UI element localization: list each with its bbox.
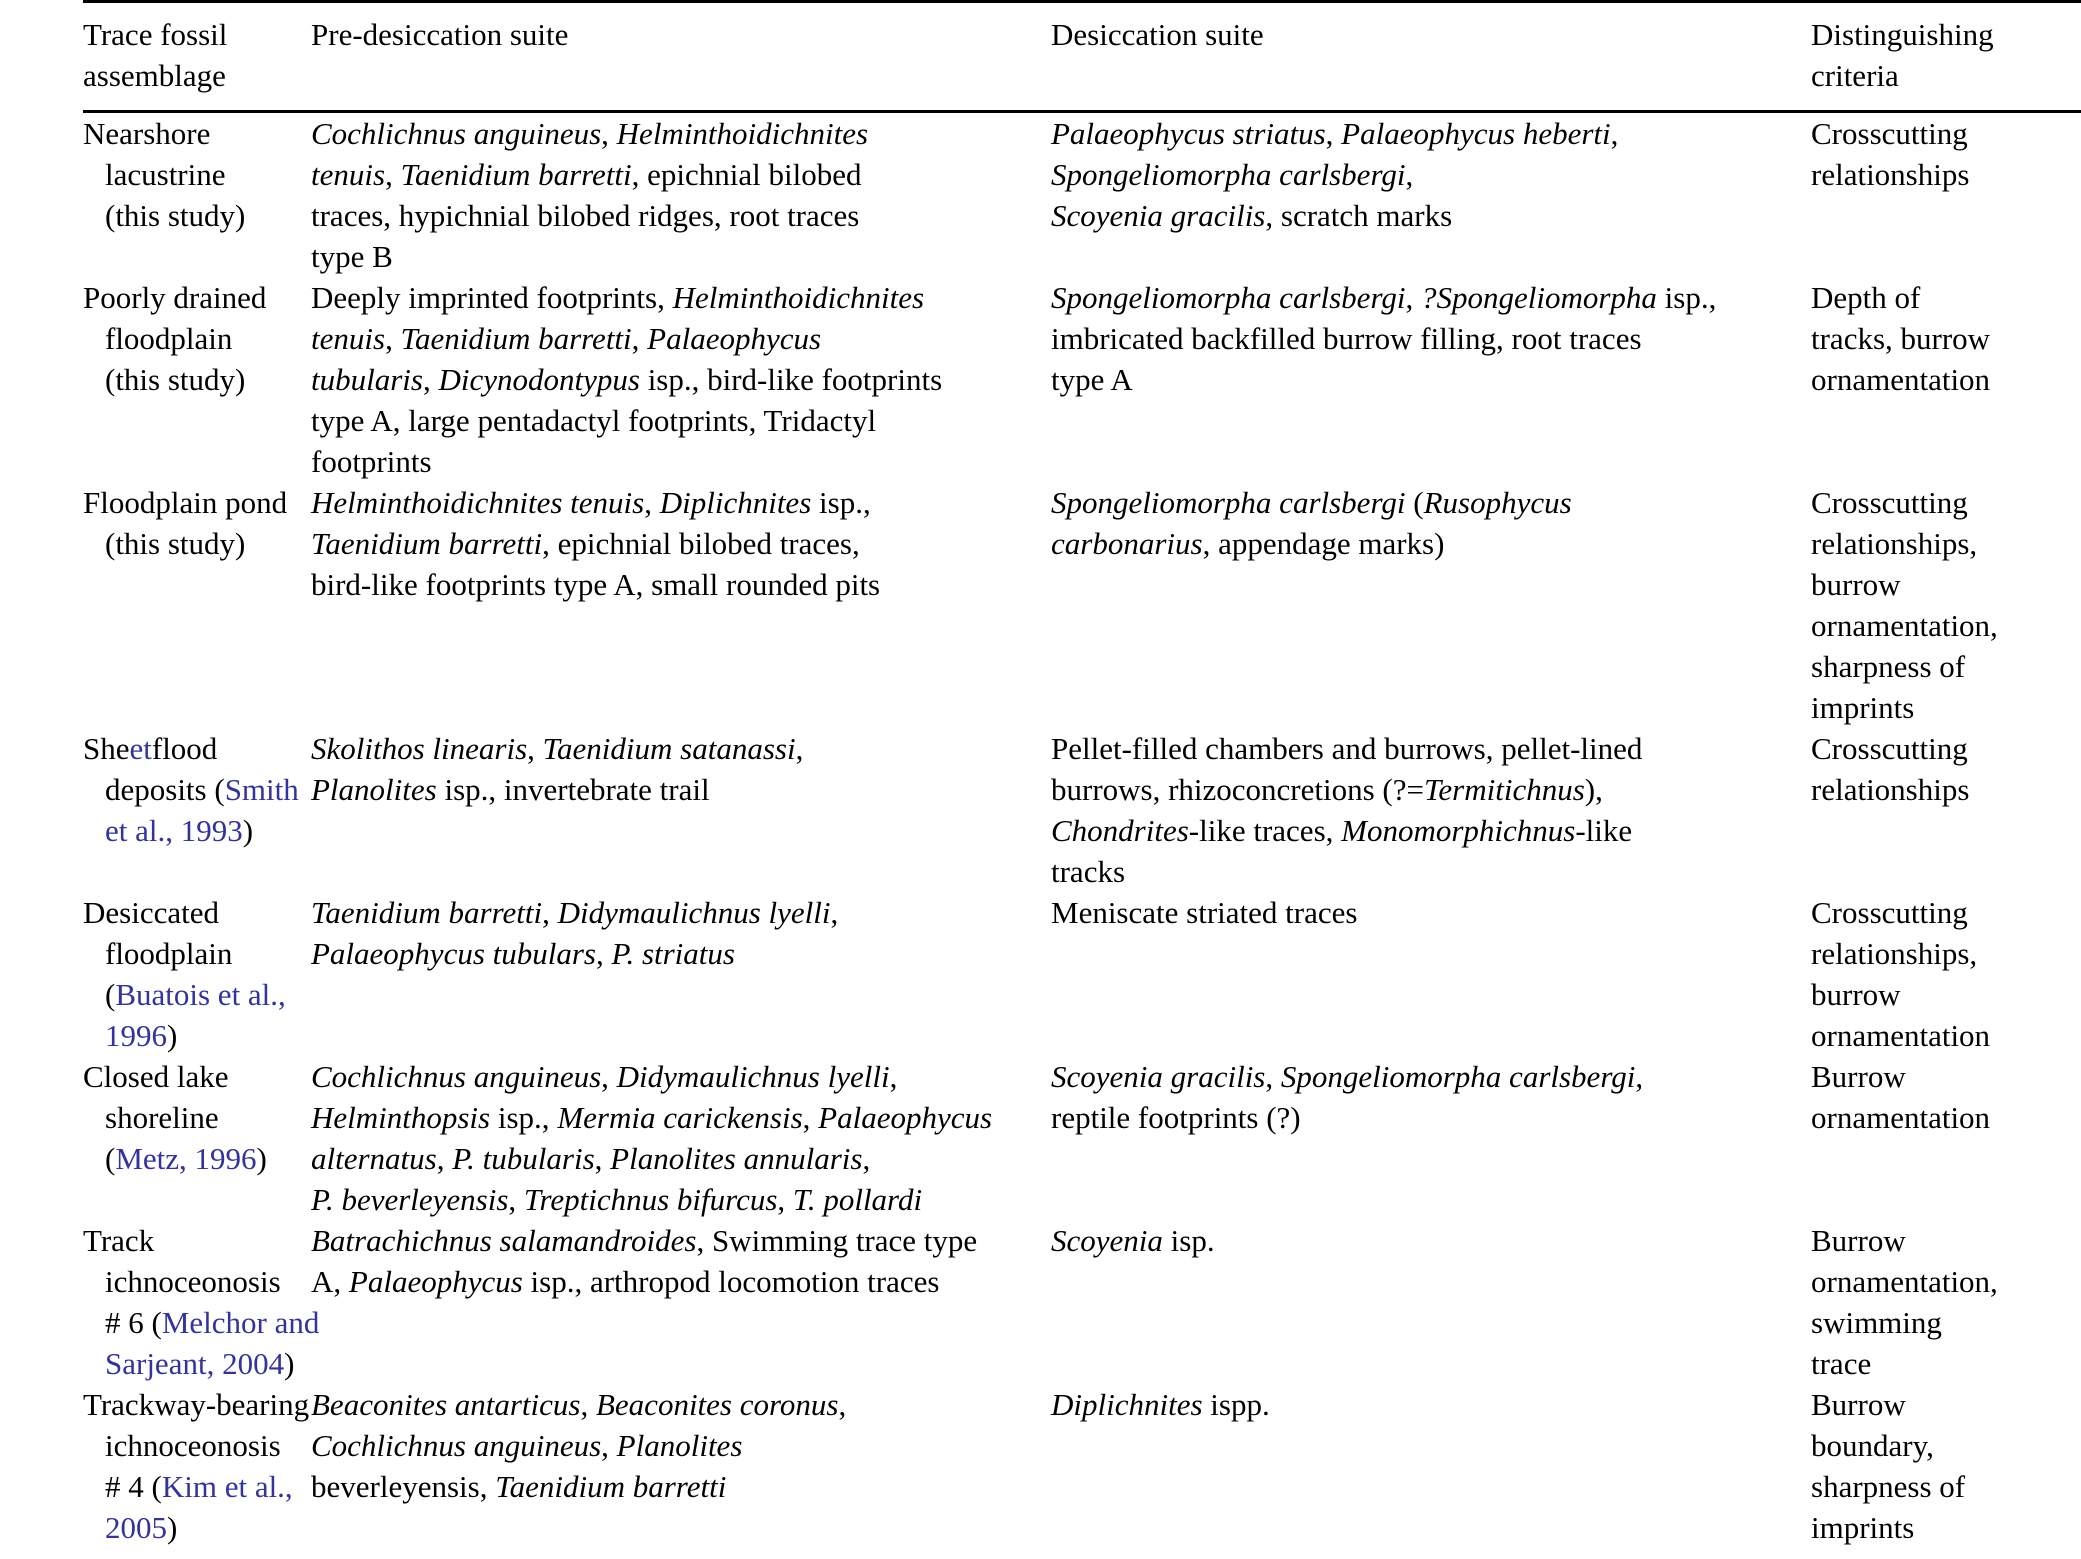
cell-assemblage — [83, 1056, 311, 1220]
taxon-name: Skolithos linearis — [311, 731, 528, 766]
taxon-name: Spongeliomorpha carlsbergi — [1280, 1059, 1636, 1094]
taxon-name: tubularis — [311, 362, 423, 397]
text-run: , epichnial bilobed traces, — [542, 526, 860, 561]
cell-desiccation-suite — [1051, 1384, 1811, 1548]
text-line: Desiccated — [83, 895, 219, 930]
text-line — [83, 974, 295, 1015]
cell-desiccation-suite — [1051, 892, 1811, 1056]
text-run: , — [596, 936, 612, 971]
text-line — [1051, 482, 1795, 523]
text-run: , — [527, 731, 543, 766]
text-run: , — [644, 485, 660, 520]
table-row — [83, 277, 2081, 482]
text-line: relationships — [1811, 157, 1970, 192]
text-run: # 6 ( — [105, 1305, 162, 1340]
text-run: , — [436, 1141, 453, 1176]
text-line — [1051, 359, 1795, 400]
header-line: Distinguishing — [1811, 17, 1994, 52]
text-line — [1051, 892, 1795, 933]
text-run: , — [1265, 1059, 1281, 1094]
citation-link[interactable]: Smith — [224, 772, 299, 807]
text-line — [1051, 728, 1795, 769]
text-run: , — [385, 321, 401, 356]
text-line: Floodplain pond — [83, 485, 288, 520]
cell-desiccation-suite — [1051, 482, 1811, 728]
taxon-name: Diplichnites — [1051, 1387, 1203, 1422]
text-run: , — [1325, 116, 1342, 151]
text-run: A, — [311, 1264, 349, 1299]
text-run: , — [542, 895, 558, 930]
table-header — [83, 2, 2081, 112]
text-run: isp., invertebrate trail — [436, 772, 710, 807]
text-line — [311, 400, 1035, 441]
text-run: isp., bird-like footprints — [639, 362, 943, 397]
taxon-name: Palaeophycus — [647, 321, 822, 356]
cell-pre-desiccation-suite — [311, 277, 1051, 482]
text-line: floodplain — [105, 936, 233, 971]
table-row — [83, 1220, 2081, 1384]
taxon-name: Palaeophycus — [818, 1100, 993, 1135]
citation-link[interactable]: et — [129, 731, 152, 766]
text-line — [311, 195, 1035, 236]
text-line: (this study) — [105, 362, 246, 397]
taxon-name: Termitichnus — [1424, 772, 1585, 807]
text-line: ichnoceonosis — [105, 1264, 281, 1299]
text-run: , — [508, 1182, 524, 1217]
text-run: isp. — [1162, 1223, 1215, 1258]
text-line — [1051, 1097, 1795, 1138]
text-line — [83, 1302, 320, 1343]
text-run: isp., — [490, 1100, 558, 1135]
cell-pre-desiccation-suite — [311, 728, 1051, 892]
header-line: assemblage — [83, 58, 226, 93]
text-line: floodplain — [105, 321, 233, 356]
text-line — [1051, 851, 1795, 892]
text-line — [83, 1343, 295, 1384]
text-run: ) — [167, 1018, 178, 1053]
text-run: isp., arthropod locomotion traces — [522, 1264, 940, 1299]
cell-desiccation-suite — [1051, 277, 1811, 482]
text-line: Nearshore — [83, 116, 211, 151]
taxon-name: Taenidium satanassi — [542, 731, 796, 766]
taxon-name: Helminthoidichnites — [672, 280, 925, 315]
text-run: , — [777, 1182, 793, 1217]
text-run: , — [580, 1387, 596, 1422]
text-line: ornamentation — [1811, 1100, 1991, 1135]
text-line — [311, 441, 1035, 482]
cell-desiccation-suite — [1051, 1220, 1811, 1384]
text-run: , — [601, 1059, 617, 1094]
header-line: Pre-desiccation suite — [311, 17, 569, 52]
text-line: imprints — [1811, 1510, 1915, 1545]
cell-assemblage — [83, 1384, 311, 1548]
taxon-name: Monomorphichnus — [1341, 813, 1576, 848]
taxon-name: Beaconites coronus — [595, 1387, 839, 1422]
text-run: , — [601, 116, 617, 151]
taxon-name: Treptichnus bifurcus — [523, 1182, 778, 1217]
text-line — [83, 810, 295, 851]
text-line: ichnoceonosis — [105, 1428, 281, 1463]
text-line — [311, 1384, 1035, 1425]
taxon-name: Mermia carickensis — [557, 1100, 803, 1135]
text-line: relationships, — [1811, 936, 1978, 971]
citation-link[interactable]: 1996 — [105, 1018, 167, 1053]
text-run: beverleyensis, — [311, 1469, 496, 1504]
table-row — [83, 112, 2081, 278]
text-run: ( — [1405, 485, 1424, 520]
taxon-name: Didymaulichnus lyelli — [616, 1059, 890, 1094]
text-line — [83, 769, 299, 810]
text-line — [311, 318, 1035, 359]
table-row — [83, 892, 2081, 1056]
table-row — [83, 1056, 2081, 1220]
text-line — [311, 1220, 1035, 1261]
text-run: Deeply imprinted footprints, — [311, 280, 673, 315]
taxon-name: Spongeliomorpha carlsbergi — [1051, 485, 1406, 520]
cell-distinguishing-criteria — [1811, 112, 2081, 278]
text-line: swimming — [1811, 1305, 1942, 1340]
text-run: -like — [1575, 813, 1633, 848]
text-line — [311, 113, 1035, 154]
text-run: ), — [1584, 772, 1603, 807]
text-run: ( — [105, 1141, 116, 1176]
column-header-desiccation — [1051, 3, 1811, 112]
text-line — [311, 523, 1035, 564]
text-line — [1051, 113, 1795, 154]
taxon-name: Planolites — [616, 1428, 743, 1463]
text-run: # 4 ( — [105, 1469, 162, 1504]
text-line — [311, 1138, 1035, 1179]
taxon-name: T. pollardi — [792, 1182, 923, 1217]
text-run: , — [889, 1059, 898, 1094]
text-line — [311, 236, 1035, 277]
text-line: lacustrine — [105, 157, 226, 192]
text-run: , — [862, 1141, 871, 1176]
cell-distinguishing-criteria — [1811, 892, 2081, 1056]
citation-link[interactable]: Sarjeant, 2004 — [105, 1346, 285, 1381]
text-run: Meniscate striated traces — [1051, 895, 1358, 930]
text-run: , — [1610, 116, 1619, 151]
cell-assemblage — [83, 728, 311, 892]
cell-desiccation-suite — [1051, 728, 1811, 892]
text-run: , — [838, 1387, 847, 1422]
cell-distinguishing-criteria — [1811, 277, 2081, 482]
cell-distinguishing-criteria — [1811, 1056, 2081, 1220]
text-line: boundary, — [1811, 1428, 1934, 1463]
citation-link[interactable]: et al., 1993 — [105, 813, 243, 848]
text-run: , — [802, 1100, 819, 1135]
text-run: , scratch marks — [1265, 198, 1453, 233]
text-run: ( — [105, 977, 116, 1012]
taxon-name: Beaconites antarticus — [311, 1387, 581, 1422]
text-line — [311, 359, 1035, 400]
text-line — [311, 769, 1035, 810]
taxon-name: P. tubularis — [452, 1141, 595, 1176]
text-line: Trackway-bearing — [83, 1387, 310, 1422]
header-line: criteria — [1811, 58, 1899, 93]
citation-link[interactable]: Melchor and — [161, 1305, 320, 1340]
taxon-name: alternatus — [311, 1141, 437, 1176]
taxon-name: Planolites — [311, 772, 437, 807]
taxon-name: Diplichnites — [659, 485, 812, 520]
text-line: ornamentation, — [1811, 1264, 1998, 1299]
column-header-assemblage — [83, 3, 311, 112]
text-run: ispp. — [1202, 1387, 1270, 1422]
text-line: (this study) — [105, 526, 246, 561]
taxon-name: Chondrites — [1051, 813, 1189, 848]
taxon-name: Cochlichnus anguineus — [311, 116, 602, 151]
taxon-name: Palaeophycus tubulars — [311, 936, 596, 971]
taxon-name: Scoyenia — [1051, 1223, 1163, 1258]
taxon-name: Rusophycus — [1423, 485, 1572, 520]
cell-desiccation-suite — [1051, 1056, 1811, 1220]
cell-pre-desiccation-suite — [311, 1220, 1051, 1384]
text-run: tracks — [1051, 854, 1126, 889]
taxon-name: Taenidium barretti — [495, 1469, 727, 1504]
cell-pre-desiccation-suite — [311, 1384, 1051, 1548]
cell-pre-desiccation-suite — [311, 1056, 1051, 1220]
taxon-name: Taenidium barretti — [400, 157, 632, 192]
text-line: Track — [83, 1223, 155, 1258]
citation-link[interactable]: Kim et al., — [161, 1469, 293, 1504]
text-line — [311, 1097, 1035, 1138]
text-line — [311, 564, 1035, 605]
text-run: deposits ( — [105, 772, 225, 807]
text-line — [1051, 1384, 1795, 1425]
cell-assemblage — [83, 277, 311, 482]
text-line: Burrow — [1811, 1059, 1906, 1094]
text-run: , — [1635, 1059, 1644, 1094]
text-line — [311, 728, 1035, 769]
text-line: sharpness of — [1811, 649, 1966, 684]
taxon-name: Batrachichnus salamandroides — [311, 1223, 697, 1258]
header-line: Trace fossil — [83, 17, 228, 52]
text-line — [311, 482, 1035, 523]
text-run: imbricated backfilled burrow filling, root traces — [1051, 321, 1642, 356]
cell-distinguishing-criteria — [1811, 1384, 2081, 1548]
text-line — [1051, 277, 1795, 318]
text-line: ornamentation, — [1811, 608, 1998, 643]
text-line — [1051, 1220, 1795, 1261]
text-line: Crosscutting — [1811, 485, 1968, 520]
text-run: , — [631, 321, 648, 356]
header-line: Desiccation suite — [1051, 17, 1264, 52]
text-line — [311, 1466, 1035, 1507]
text-line: burrow — [1811, 977, 1901, 1012]
cell-assemblage — [83, 892, 311, 1056]
text-run: type B — [311, 239, 393, 274]
text-line — [1051, 318, 1795, 359]
taxon-name: Helminthoidichnites — [616, 116, 869, 151]
text-line: shoreline — [105, 1100, 219, 1135]
taxon-name: Dicynodontypus — [438, 362, 640, 397]
taxon-name: tenuis — [311, 157, 386, 192]
text-line: ornamentation — [1811, 362, 1991, 397]
text-line: tracks, burrow — [1811, 321, 1991, 356]
text-line — [311, 892, 1035, 933]
text-line — [311, 1425, 1035, 1466]
text-line: trace — [1811, 1346, 1872, 1381]
text-run: ) — [167, 1510, 178, 1545]
text-run: ) — [284, 1346, 295, 1381]
text-line: Burrow — [1811, 1223, 1906, 1258]
text-line: imprints — [1811, 690, 1915, 725]
text-line — [1051, 810, 1795, 851]
taxon-name: Helminthopsis — [311, 1100, 491, 1135]
text-line — [1051, 154, 1795, 195]
taxon-name: Scoyenia gracilis — [1051, 198, 1266, 233]
text-run: isp., — [811, 485, 871, 520]
text-run: , — [594, 1141, 611, 1176]
text-run: reptile footprints (?) — [1051, 1100, 1301, 1135]
text-line — [1051, 523, 1795, 564]
text-run: , — [601, 1428, 617, 1463]
cell-distinguishing-criteria — [1811, 1220, 2081, 1384]
text-run: type A, large pentadactyl footprints, Tridactyl — [311, 403, 877, 438]
table-row — [83, 1384, 2081, 1548]
taxon-name: Palaeophycus — [348, 1264, 523, 1299]
citation-link[interactable]: Metz, 1996 — [115, 1141, 257, 1176]
cell-pre-desiccation-suite — [311, 482, 1051, 728]
text-run: -like traces, — [1188, 813, 1342, 848]
taxon-name: Scoyenia gracilis — [1051, 1059, 1266, 1094]
cell-assemblage — [83, 1220, 320, 1384]
cell-distinguishing-criteria — [1811, 482, 2081, 728]
text-line — [1051, 769, 1795, 810]
text-line: Poorly drained — [83, 280, 267, 315]
citation-link[interactable]: 2005 — [105, 1510, 167, 1545]
taxon-name: Cochlichnus anguineus — [311, 1428, 602, 1463]
text-run: traces, hypichnial bilobed ridges, root traces — [311, 198, 860, 233]
text-line — [83, 728, 295, 769]
text-run: , — [830, 895, 839, 930]
text-run: , Swimming trace type — [696, 1223, 978, 1258]
text-line — [311, 154, 1035, 195]
text-run: burrows, rhizoconcretions (?= — [1051, 772, 1424, 807]
text-run: , — [1405, 280, 1421, 315]
taxon-name: Palaeophycus striatus — [1051, 116, 1326, 151]
text-run: , — [422, 362, 439, 397]
taxon-name: Taenidium barretti — [311, 526, 543, 561]
text-line — [1051, 195, 1795, 236]
text-line: Crosscutting — [1811, 895, 1968, 930]
column-header-distinguishing-criteria — [1811, 3, 2081, 112]
text-run: Pellet-filled chambers and burrows, pellet-lined — [1051, 731, 1643, 766]
text-run: ) — [256, 1141, 267, 1176]
taxon-name: ?Spongeliomorpha — [1420, 280, 1657, 315]
taxon-name: Didymaulichnus lyelli — [557, 895, 831, 930]
text-line: burrow — [1811, 567, 1901, 602]
trace-fossil-assemblage-table — [83, 0, 2081, 1548]
column-header-pre-desiccation — [311, 3, 1051, 112]
taxon-name: P. striatus — [611, 936, 735, 971]
cell-assemblage — [83, 112, 311, 278]
taxon-name: tenuis — [311, 321, 386, 356]
text-line — [1051, 1056, 1795, 1097]
text-line: ornamentation — [1811, 1018, 1991, 1053]
text-run: isp., — [1656, 280, 1717, 315]
cell-assemblage — [83, 482, 311, 728]
taxon-name: Taenidium barretti — [400, 321, 632, 356]
text-line: Crosscutting — [1811, 731, 1968, 766]
text-line: sharpness of — [1811, 1469, 1966, 1504]
citation-link[interactable]: Buatois et al., — [115, 977, 286, 1012]
taxon-name: Spongeliomorpha carlsbergi — [1051, 280, 1406, 315]
text-run: bird-like footprints type A, small rounded pits — [311, 567, 881, 602]
table-header-row — [83, 3, 2081, 112]
cell-desiccation-suite — [1051, 112, 1811, 278]
text-line — [311, 1179, 1035, 1220]
text-line — [311, 1056, 1035, 1097]
table-row — [83, 728, 2081, 892]
text-line — [83, 1015, 295, 1056]
text-run: footprints — [311, 444, 432, 479]
text-run: type A — [1051, 362, 1133, 397]
taxon-name: Helminthoidichnites tenuis — [311, 485, 645, 520]
text-line — [311, 277, 1035, 318]
text-line — [83, 1138, 295, 1179]
table-body — [83, 112, 2081, 1549]
text-line — [83, 1507, 295, 1548]
taxon-name: Cochlichnus anguineus — [311, 1059, 602, 1094]
text-run: , — [795, 731, 804, 766]
taxon-name: Planolites annularis — [610, 1141, 863, 1176]
text-run: , epichnial bilobed — [631, 157, 862, 192]
cell-pre-desiccation-suite — [311, 892, 1051, 1056]
text-run: She — [83, 731, 130, 766]
taxon-name: Palaeophycus heberti — [1341, 116, 1611, 151]
text-line: Burrow — [1811, 1387, 1906, 1422]
text-run: ) — [242, 813, 254, 848]
text-line — [311, 1261, 1035, 1302]
text-run: , appendage marks) — [1202, 526, 1445, 561]
text-line: relationships — [1811, 772, 1970, 807]
text-line: Depth of — [1811, 280, 1921, 315]
text-run: flood — [151, 731, 218, 766]
table-row — [83, 482, 2081, 728]
text-line — [311, 933, 1035, 974]
text-line: (this study) — [105, 198, 246, 233]
text-run: , — [385, 157, 401, 192]
text-line: Closed lake — [83, 1059, 229, 1094]
cell-pre-desiccation-suite — [311, 112, 1051, 278]
cell-distinguishing-criteria — [1811, 728, 2081, 892]
text-run: , — [1405, 157, 1414, 192]
taxon-name: Spongeliomorpha carlsbergi — [1051, 157, 1406, 192]
text-line: relationships, — [1811, 526, 1978, 561]
text-line: Crosscutting — [1811, 116, 1968, 151]
taxon-name: Taenidium barretti — [311, 895, 543, 930]
taxon-name: carbonarius — [1051, 526, 1203, 561]
taxon-name: P. beverleyensis — [311, 1182, 509, 1217]
text-line — [83, 1466, 295, 1507]
